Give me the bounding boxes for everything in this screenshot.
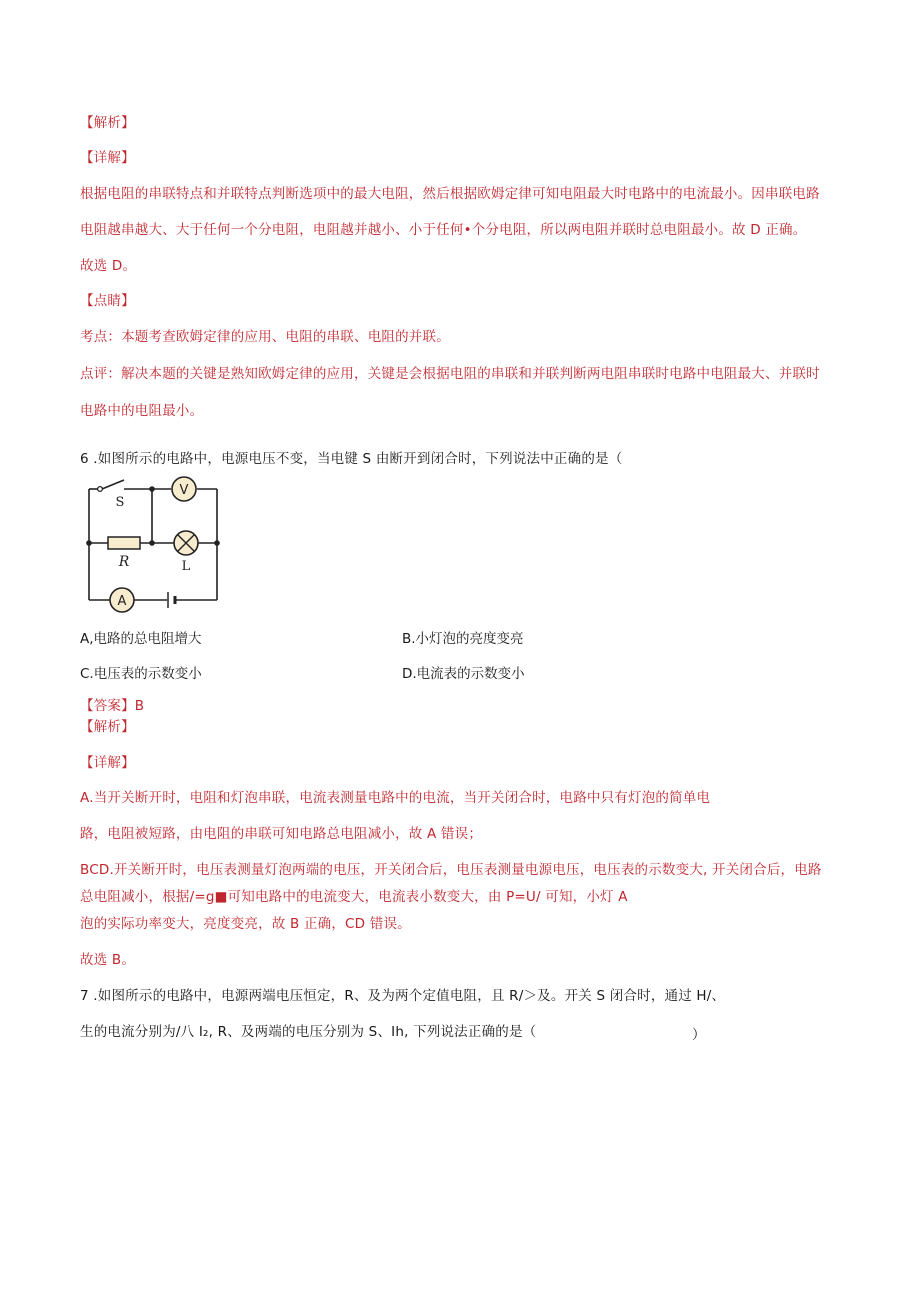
resistor-label: R xyxy=(118,554,130,570)
answer-line: 【答案】B xyxy=(80,698,145,714)
option-b: B.小灯泡的亮度变亮 xyxy=(402,631,524,647)
lamp-label: L xyxy=(181,559,191,574)
junction-dot xyxy=(86,540,92,546)
circuit-diagram xyxy=(84,474,224,614)
option-c: C.电压表的示数变小 xyxy=(80,666,202,682)
exam-point-line: 考点：本题考查欧姆定律的应用、电阻的串联、电阻的并联。 xyxy=(80,329,450,345)
explanation-line: 根据电阻的串联特点和并联特点判断选项中的最大电阻，然后根据欧姆定律可知电阻最大时电路中的电流最小。因串联电路 xyxy=(80,186,820,202)
analysis-heading: 【解析】 xyxy=(80,719,135,735)
conclusion-line: 故选 B。 xyxy=(80,952,136,968)
switch-blade xyxy=(102,480,124,489)
option-d: D.电流表的示数变小 xyxy=(402,666,525,682)
resistor xyxy=(108,537,140,549)
review-line: 点评：解决本题的关键是熟知欧姆定律的应用，关键是会根据电阻的串联和并联判断两电阻串联时电路中电阻最大、并联时 xyxy=(80,366,820,382)
junction-dot xyxy=(214,540,220,546)
ammeter-label: A xyxy=(117,594,127,609)
detail-heading: 【详解】 xyxy=(80,755,135,771)
answer-bracket-close: ） xyxy=(692,1027,706,1043)
comment-heading: 【点睛】 xyxy=(80,293,135,309)
explanation-line: 总电阻减小，根据/=g■可知电路中的电流变大，电流表小数变大，由 P=U/ 可知，小灯 A xyxy=(80,889,628,905)
question-7-stem: 7 .如图所示的电路中，电源两端电压恒定，R、及为两个定值电阻，且 R/＞及。开关 S 闭合时，通过 H/、 xyxy=(80,988,726,1004)
explanation-line: 路，电阻被短路，由电阻的串联可知电路总电阻减小，故 A 错误； xyxy=(80,826,483,842)
junction-dot xyxy=(149,486,155,492)
explanation-line: BCD.开关断开时，电压表测量灯泡两端的电压，开关闭合后，电压表测量电源电压，电压表的示数变大, 开关闭合后，电路 xyxy=(80,862,822,878)
voltmeter-label: V xyxy=(179,483,189,498)
explanation-line: 泡的实际功率变大，亮度变亮，故 B 正确，CD 错误。 xyxy=(80,916,411,932)
switch-contact xyxy=(98,487,103,492)
question-6-stem: 6 .如图所示的电路中，电源电压不变，当电键 S 由断开到闭合时，下列说法中正确的是（ xyxy=(80,451,623,467)
question-7-stem: 生的电流分别为/八 I₂, R、及两端的电压分别为 S、Ih, 下列说法正确的是（ xyxy=(80,1024,537,1040)
review-line: 电路中的电阻最小。 xyxy=(80,403,204,419)
junction-dot xyxy=(149,540,155,546)
explanation-line: A.当开关断开时，电阻和灯泡串联，电流表测量电路中的电流，当开关闭合时，电路中只有灯泡的简单电 xyxy=(80,790,711,806)
switch-label: S xyxy=(115,495,125,510)
conclusion-line: 故选 D。 xyxy=(80,258,137,274)
option-a: A,电路的总电阻增大 xyxy=(80,631,202,647)
explanation-line: 电阻越串越大、大于任何一个分电阻，电阻越并越小、小于任何•个分电阻，所以两电阻并联时总电阻最小。故 D 正确。 xyxy=(80,222,807,238)
analysis-heading: 【解析】 xyxy=(80,115,135,131)
detail-heading: 【详解】 xyxy=(80,150,135,166)
